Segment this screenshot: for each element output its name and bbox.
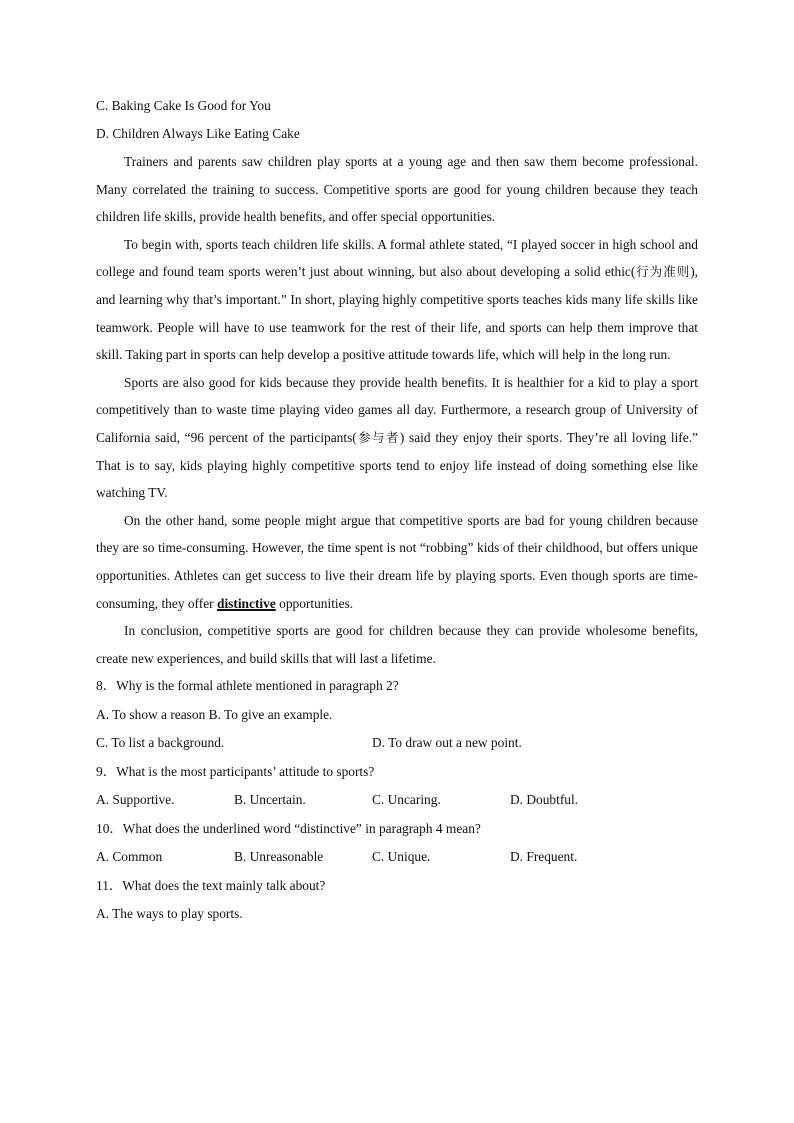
question-9-stem — [96, 758, 698, 787]
question-10-option-d: D. Frequent. — [510, 849, 578, 865]
question-11-stem — [96, 872, 698, 901]
question-11-options — [96, 900, 698, 929]
paragraph-3-text-b: ) said they enjoy their sports. They’re all loving life.” That is to say, kids playing highly competitive sports tend to enjoy life instead of doing something else like watching TV. — [96, 429, 698, 501]
question-9-option-b: B. Uncertain. — [234, 792, 306, 808]
question-9-option-a: A. Supportive. — [96, 792, 175, 808]
underlined-word-distinctive: distinctive — [217, 595, 276, 611]
question-11-option-a: A. The ways to play sports. — [96, 906, 243, 922]
question-10-text: 10．What does the underlined word “distinctive” in paragraph 4 mean? — [96, 820, 481, 836]
question-10-option-a: A. Common — [96, 849, 163, 865]
question-8-option-d: D. To draw out a new point. — [372, 735, 522, 751]
paragraph-2-text-b: ), and learning why that’s important.” In short, playing highly competitive sports teaches kids many life skills like teamwork. People will have to use teamwork for the rest of their life, and sports can help them improve that skill. Taking part in sports can help develop a positive attitude towards life, which will help in the long run. — [96, 264, 698, 363]
document-page — [96, 92, 698, 929]
paragraph-3-text-a: Sports are also good for kids because they provide health benefits. It is healthier for a kid to play a sport competitively than to waste time playing video games all day. Furthermore, a research group of University of California said, “96 percent of the participants( — [96, 374, 698, 445]
question-8-options-row-2 — [96, 729, 698, 758]
chinese-gloss-ethic: 行为准则 — [635, 264, 691, 280]
question-8-options-row-1 — [96, 701, 698, 730]
question-11-text: 11．What does the text mainly talk about? — [96, 877, 326, 893]
passage-paragraph-2 — [96, 231, 698, 369]
paragraph-2-text-a: To begin with, sports teach children life skills. A formal athlete stated, “I played soccer in high school and college and found team sports weren’t just about winning, but also about developing a solid ethic( — [96, 236, 698, 280]
paragraph-4-text-a: On the other hand, some people might argue that competitive sports are bad for young children because they are so time-consuming. However, the time spent is not “robbing” kids of their childhood, but offers unique opportunities. Athletes can get success to live their dream life by playing sports. Even though sports are time-consuming, they offer — [96, 512, 698, 611]
question-9-option-c: C. Uncaring. — [372, 792, 441, 808]
question-9-options — [96, 786, 698, 815]
question-8-option-b: B. To give an example. — [208, 706, 333, 722]
question-10-option-b: B. Unreasonable — [234, 849, 324, 865]
question-8-option-a: A. To show a reason — [96, 706, 206, 722]
chinese-gloss-participants: 参与者 — [356, 429, 400, 445]
question-9-option-d: D. Doubtful. — [510, 792, 579, 808]
paragraph-4-text-b: opportunities. — [279, 595, 354, 611]
question-10-option-c: C. Unique. — [372, 849, 431, 865]
passage-paragraph-5: In conclusion, competitive sports are good for children because they can provide wholesome benefits, create new experiences, and build skills that will last a lifetime. — [96, 623, 698, 666]
option-c-previous-question: C. Baking Cake Is Good for You — [96, 98, 271, 113]
question-10-stem — [96, 815, 698, 844]
passage-paragraph-4 — [96, 507, 698, 617]
option-d-previous-question: D. Children Always Like Eating Cake — [96, 126, 300, 141]
question-10-options — [96, 843, 698, 872]
passage-paragraph-1: Trainers and parents saw children play sports at a young age and then saw them become professional. Many correlated the training to success. Competitive sports are good for young children because they teach children life skills, provide health benefits, and offer special opportunities. — [96, 154, 698, 225]
question-8-stem — [96, 672, 698, 701]
question-9-text: 9．What is the most participants’ attitude to sports? — [96, 763, 375, 779]
question-8-option-c: C. To list a background. — [96, 735, 225, 751]
question-8-text: 8．Why is the formal athlete mentioned in paragraph 2? — [96, 678, 399, 694]
passage-paragraph-3 — [96, 369, 698, 507]
